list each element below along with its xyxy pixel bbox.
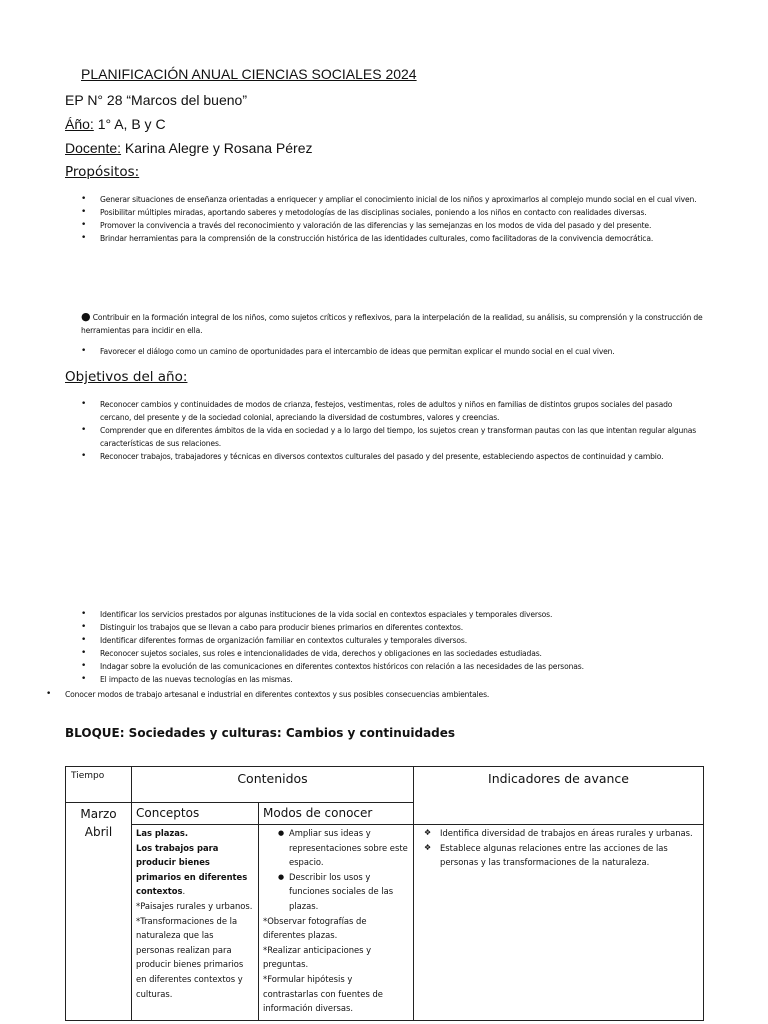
header-contenidos: Contenidos [132,767,414,803]
list-item: ● Ampliar sus ideas y representaciones sobre este espacio. [289,826,409,870]
conceptos-text: *Paisajes rurales y urbanos. *Transformaciones de la naturaleza que las personas realizan para producir bienes primarios en diferentes contextos y culturas. [136,900,253,999]
propositos-extra-item [81,310,705,337]
header-modos: Modos de conocer [259,803,414,825]
propositos-list [81,193,703,245]
list-item: • Reconocer cambios y continuidades de modos de crianza, festejos, vestimentas, roles de adultos y niños en familias de distintos grupos sociales del pasado cercano, del presente y de la sociedad colonial, apreciando la diversidad de costumbres, valores y creencias. [81,398,703,424]
list-item: ❖ Identifica diversidad de trabajos en áreas rurales y urbanas. [440,826,695,841]
indicadores-list [422,826,695,870]
teacher-label: Docente: [65,140,122,156]
list-item: • Identificar los servicios prestados por algunas instituciones de la vida social en contextos espaciales y temporales diversos. [81,608,703,621]
list-item-text: Contribuir en la formación integral de los niños, como sujetos críticos y reflexivos, para la interpelación de la realidad, su análisis, su comprensión y la construcción de herramientas para incidir en ella. [81,313,703,335]
list-item: • Distinguir los trabajos que se llevan a cabo para producir bienes primarios en diferentes contextos. [81,621,703,634]
header-tiempo: Tiempo [66,767,132,803]
planning-table [65,766,704,1021]
propositos-heading: Propósitos: [65,164,140,180]
year-label: Áño: [65,116,94,132]
list-item: • Reconocer trabajos, trabajadores y técnicas en diversos contextos culturales del pasado y del presente, estableciendo aspectos de continuidad y cambio. [81,450,703,463]
list-item: • Identificar diferentes formas de organización familiar en contextos culturales y temporales diversos. [81,634,703,647]
list-item: • Generar situaciones de enseñanza orientadas a enriquecer y ampliar el conocimiento inicial de los niños y aproximarlos al complejo mundo social en el cual viven. [81,193,703,206]
propositos-list-last [81,345,703,358]
objetivos-list-more [81,608,703,686]
header-conceptos: Conceptos [132,803,259,825]
list-item: ❖ Establece algunas relaciones entre las acciones de las personas y las transformaciones de la naturaleza. [440,841,695,870]
conceptos-dot: . [182,886,186,897]
indicadores-cell [414,825,704,1021]
list-item: • Favorecer el diálogo como un camino de oportunidades para el intercambio de ideas que permitan explicar el mundo social en el cual viven. [81,345,703,358]
objetivos-list-outdented [46,688,706,701]
conceptos-cell [132,825,259,1021]
list-item: • El impacto de las nuevas tecnologías en las mismas. [81,673,703,686]
conceptos-bold-text: Las plazas. Los trabajos para producir bienes primarios en diferentes contextos [136,828,248,897]
document-title: PLANIFICACIÓN ANUAL CIENCIAS SOCIALES 2024 [81,66,417,82]
time-cell [66,803,132,1021]
list-item: • Brindar herramientas para la comprensión de la construcción histórica de las identidades culturales, como facilitadoras de la convivencia democrática. [81,232,703,245]
list-item: • Conocer modos de trabajo artesanal e industrial en diferentes contextos y sus posibles consecuencias ambientales. [46,688,706,701]
list-item: ● Describir los usos y funciones sociales de las plazas. [289,870,409,914]
school-name: EP N° 28 “Marcos del bueno” [65,92,247,108]
teacher-line [65,140,313,156]
year-line [65,116,166,132]
list-item: • Indagar sobre la evolución de las comunicaciones en diferentes contextos históricos con relación a las necesidades de las personas. [81,660,703,673]
bullet-icon: ● [81,310,91,323]
modos-text: *Observar fotografías de diferentes plazas. *Realizar anticipaciones y preguntas. *Formular hipótesis y contrastarlas con fuentes de información diversas. [263,915,383,1014]
header-indicadores: Indicadores de avance [414,767,704,825]
modos-bullets [263,826,409,914]
objetivos-heading: Objetivos del año: [65,369,188,385]
teacher-value: Karina Alegre y Rosana Pérez [121,140,313,156]
list-item: • Posibilitar múltiples miradas, aportando saberes y metodologías de las disciplinas sociales, poniendo a los niños en contacto con realidades diversas. [81,206,703,219]
list-item: • Promover la convivencia a través del reconocimiento y valoración de las diferencias y las semejanzas en los modos de vida del pasado y del presente. [81,219,703,232]
year-value: 1° A, B y C [93,116,166,132]
objetivos-list [81,398,703,463]
month-label: Marzo [80,807,117,821]
bloque-heading: BLOQUE: Sociedades y culturas: Cambios y continuidades [65,726,456,740]
list-item: • Comprender que en diferentes ámbitos de la vida en sociedad y a lo largo del tiempo, los sujetos crean y transforman pautas con las que intentan regular algunas características de sus relaciones. [81,424,703,450]
modos-cell [259,825,414,1021]
month-label: Abril [84,825,113,839]
list-item: • Reconocer sujetos sociales, sus roles e intencionalidades de vida, derechos y obligaciones en las sociedades estudiadas. [81,647,703,660]
